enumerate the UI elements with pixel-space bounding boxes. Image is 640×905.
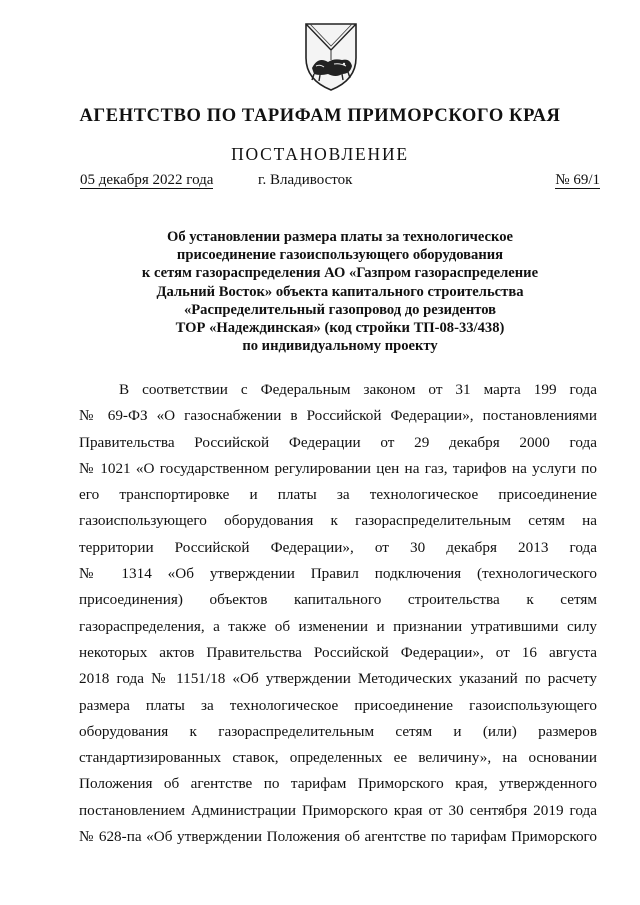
body-line: № 69-ФЗ «О газоснабжении в Российской Федерации», постановлениями [79,407,597,425]
body-line: № 628-па «Об утверждении Положения об агентстве по тарифам Приморского [79,828,597,846]
body-line: постановлением Администрации Приморского края от 30 сентября 2019 года [79,801,597,819]
title-line: Об установлении размера платы за технологическое [167,229,513,245]
title-line: присоединение газоиспользующего оборудования [176,247,504,264]
body-line: № 1314 «Об утверждении Правил подключения (технологического [79,565,597,583]
body-line: В соответствии с Федеральным законом от 31 марта 199 года [119,381,597,398]
agency-name: АГЕНТСТВО ПО ТАРИФАМ ПРИМОРСКОГО КРАЯ [79,106,561,126]
body-line: присоединения) объектов капитального строительства к сетям [79,591,597,609]
title-line: «Распределительный газопровод до резидентов [183,301,497,318]
body-line: № 1021 «О государственном регулировании цен на газ, тарифов на услуги по [79,459,597,477]
document-type: ПОСТАНОВЛЕНИЕ [231,144,409,164]
body-line: 2018 года № 1151/18 «Об утверждении Методических указаний по расчету [79,670,597,688]
body-line: его транспортировке и платы за технологическое присоединение [79,486,597,504]
body-line: территории Российской Федерации», от 30 декабря 2013 года [79,538,597,556]
document-city: г. Владивосток [258,172,353,188]
title-line: ТОР «Надеждинская» (код стройки ТП-08-33/438) [175,320,505,337]
document-number [555,172,600,189]
body-line: некоторых актов Правительства Российской Федерации», от 16 августа [79,643,597,661]
body-line: размера платы за технологическое присоединение газоиспользующего [79,696,597,714]
coat-of-arms-icon [300,18,362,94]
document-title [80,228,600,355]
body-line: Положения об агентстве по тарифам Приморского края, утвержденного [79,775,597,793]
body-line: газораспределения, а также об изменении и признании утратившими силу [79,617,597,635]
body-line: оборудования к газораспределительным сетям и (или) размеров [79,722,597,740]
document-date [80,172,213,189]
body-line: стандартизированных ставок, определенных ее величину», на основании [79,749,597,767]
document-date-text: 05 декабря 2022 года [80,172,214,188]
title-line: к сетям газораспределения АО «Газпром газораспределение [141,265,539,282]
title-line: Дальний Восток» объекта капитального строительства [156,283,524,300]
body-line: Правительства Российской Федерации от 29 декабря 2000 года [79,433,597,451]
title-line: по индивидуальному проекту [242,338,438,355]
document-number-text: № 69/1 [555,172,600,188]
body-line: газоиспользующего оборудования к газораспределительным сетям на [79,512,597,530]
document-body [79,377,597,850]
